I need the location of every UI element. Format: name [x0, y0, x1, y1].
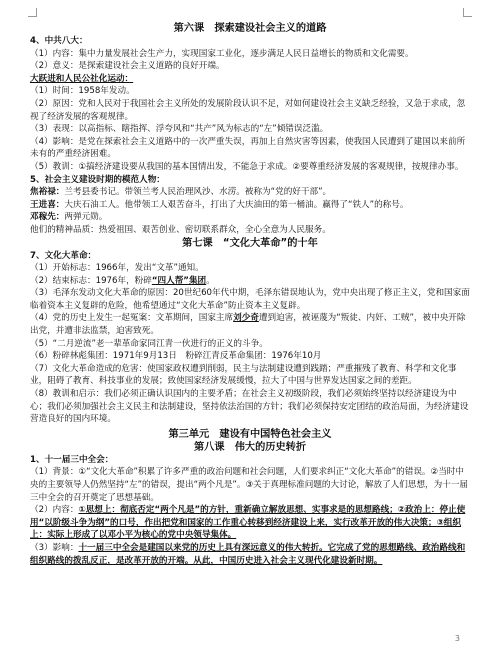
- lesson7-title: 第七课 “文化大革命”的十年: [182, 237, 318, 249]
- section-5-heading: 5、社会主义建设时期的模范人物：: [30, 174, 165, 185]
- cr-february-countercurrent: （5）“二月逆流”老一辈革命家同江青一伙进行的正义的斗争。: [30, 338, 268, 349]
- section-7-heading: 7、文化大革命：: [30, 250, 97, 261]
- cr-cause: （3）毛泽东发动文化大革命的原因：20世纪60年代中期，毛泽东错误地认为，党中央出现了修正主义，党和国家面临着资本主义复辟的危险，他希望通过“文化大革命”防止资本主义复辟。: [30, 288, 470, 311]
- model-jiao-yulu: [30, 186, 470, 199]
- cr-harm: （7）文化大革命造成的危害：使国家政权遭到削弱，民主与法制建设遭到践踏；严重摧残了教育、科学和文化事业，阻碍了教育、科技事业的发展；致使国家经济发展缓慢，拉大了中国与世界发达国家之间的差距。: [30, 363, 457, 387]
- cr-injustice-tail: 遭到迫害，被诬蔑为“叛徒、内奸、工贼”，被中央开除出党，并遭非法监禁，迫害致死。: [30, 313, 466, 337]
- liu-shaoqi: 刘少奇: [233, 313, 259, 324]
- jiao-yulu-text: 兰考县委书记。带领兰考人民治理风沙、水涝。被称为“党的好干部”。: [64, 187, 332, 198]
- cr-end: [30, 275, 470, 288]
- section-4-significance: （2）意义：是探索建设社会主义道路的良好开端。: [30, 61, 225, 72]
- great-leap-impact: （4）影响：是党在探索社会主义道路中的一次严重失误，再加上自然灾害等因素，使我国人民遭到了建国以来前所未有的严重经济困难。: [30, 136, 466, 160]
- section-4-content: （1）内容：集中力量发展社会生产力，实现国家工业化，逐步满足人民日益增长的物质和文化需要。: [30, 48, 414, 59]
- plenum-background: （1）背景：①“文化大革命”积累了许多严重的政治问题和社会问题，人们要求纠正“文化大革命”的错误。②当时中央的主要领导人仍然坚持“左”的错误，提出“两个凡是”。③关于真理标准问题的大讨论，解放了人们思想，为十一届三中全会的召开奠定了思想基础。: [30, 467, 469, 503]
- plenum-impact: [30, 542, 470, 567]
- wang-jinxi-label: 王进喜：: [30, 199, 65, 210]
- plenum-impact-label: （3）影响：: [30, 542, 79, 553]
- cr-lessons: （8）教训和启示：我们必须正确认识国内的主要矛盾；在社会主义初级阶段，我们必须始终坚持以经济建设为中心；我们必须加强社会主义民主和法制建设，坚持依法治国的方针；我们必须保持安定团结的政治局面，为经济建设营造良好的国内环境。: [30, 389, 469, 425]
- cr-injustice: [30, 312, 470, 337]
- crop-mark-top-left: [28, 8, 37, 17]
- wang-jinxi-text: 大庆石油工人。他带领工人艰苦奋斗，打出了大庆油田的第一桶油。赢得了“铁人”的称号。: [64, 199, 409, 210]
- plenum-heading: 1、十一届三中全会：: [30, 454, 114, 465]
- great-leap-time: （1）时间：1958年发动。: [30, 86, 135, 97]
- cr-smash-groups: （6）粉碎林彪集团：1971年9月13日 粉碎江青反革命集团：1976年10月: [30, 351, 322, 362]
- great-leap-heading: 大跃进和人民公社化运动：: [30, 73, 134, 84]
- page-number: 3: [454, 634, 460, 643]
- plenum-content-text: ①思想上：彻底否定“两个凡是”的方针，重新确立解放思想、实事求是的思想路线；②政治上：停止使用“以阶级斗争为纲”的口号，作出把党和国家的工作重心转移到经济建设上来，实行改革开放的伟大决策；③组织上：实际上形成了以邓小平为核心的党中央领导集体。: [30, 505, 466, 541]
- cr-end-text: （2）结束标志：1976年，粉碎: [30, 275, 152, 286]
- crop-mark-top-right: [463, 8, 472, 17]
- document-page: [30, 22, 470, 567]
- jiao-yulu-label: 焦裕禄：: [30, 187, 65, 198]
- plenum-content: [30, 504, 470, 542]
- model-deng-jiaxian: [30, 211, 470, 224]
- deng-jiaxian-text: 两弹元勋。: [64, 212, 108, 223]
- deng-jiaxian-label: 邓稼先：: [30, 212, 65, 223]
- section-4-heading: 4、中共八大：: [30, 36, 88, 46]
- lesson8-title: 第八课 伟大的历史转折: [193, 441, 307, 453]
- cr-start: （1）开始标志：1966年，发出“文革”通知。: [30, 263, 204, 274]
- great-leap-cause: （2）原因：党和人民对于我国社会主义所处的发展阶段认识不足，对如何建设社会主义缺乏经验，又急于求成，忽视了经济发展的客观规律。: [30, 98, 466, 122]
- model-spirit: 他们的精神品质：热爱祖国、艰苦创业、密切联系群众，全心全意为人民服务。: [30, 224, 331, 235]
- plenum-content-label: （2）内容：: [30, 505, 79, 516]
- great-leap-lessons: （5）教训：①搞经济建设要从我国的基本国情出发，不能急于求成。②要尊重经济发展的客观规律，按规律办事。: [30, 161, 464, 172]
- lesson6-title: 第六课 探索建设社会主义的道路: [173, 23, 327, 34]
- gang-of-four: “四人帮”集团: [151, 275, 207, 286]
- model-wang-jinxi: [30, 199, 470, 212]
- unit3-title: 第三单元 建设有中国特色社会主义: [168, 428, 332, 440]
- plenum-impact-text: 十一届三中全会是建国以来党的历史上具有深远意义的伟大转折。它完成了党的思想路线、政治路线和组织路线的拨乱反正，是改革开放的开端。从此，中国历史进入社会主义现代化建设新时期。: [30, 542, 466, 566]
- cr-end-tail: 。: [206, 275, 215, 286]
- cr-injustice-text: （4）党的历史上发生一起冤案：文革期间，国家主席: [30, 313, 234, 324]
- great-leap-manifestation: （3）表现：以高指标、瞎指挥、浮夸风和“共产”风为标志的“左”倾错误泛滥。: [30, 124, 329, 135]
